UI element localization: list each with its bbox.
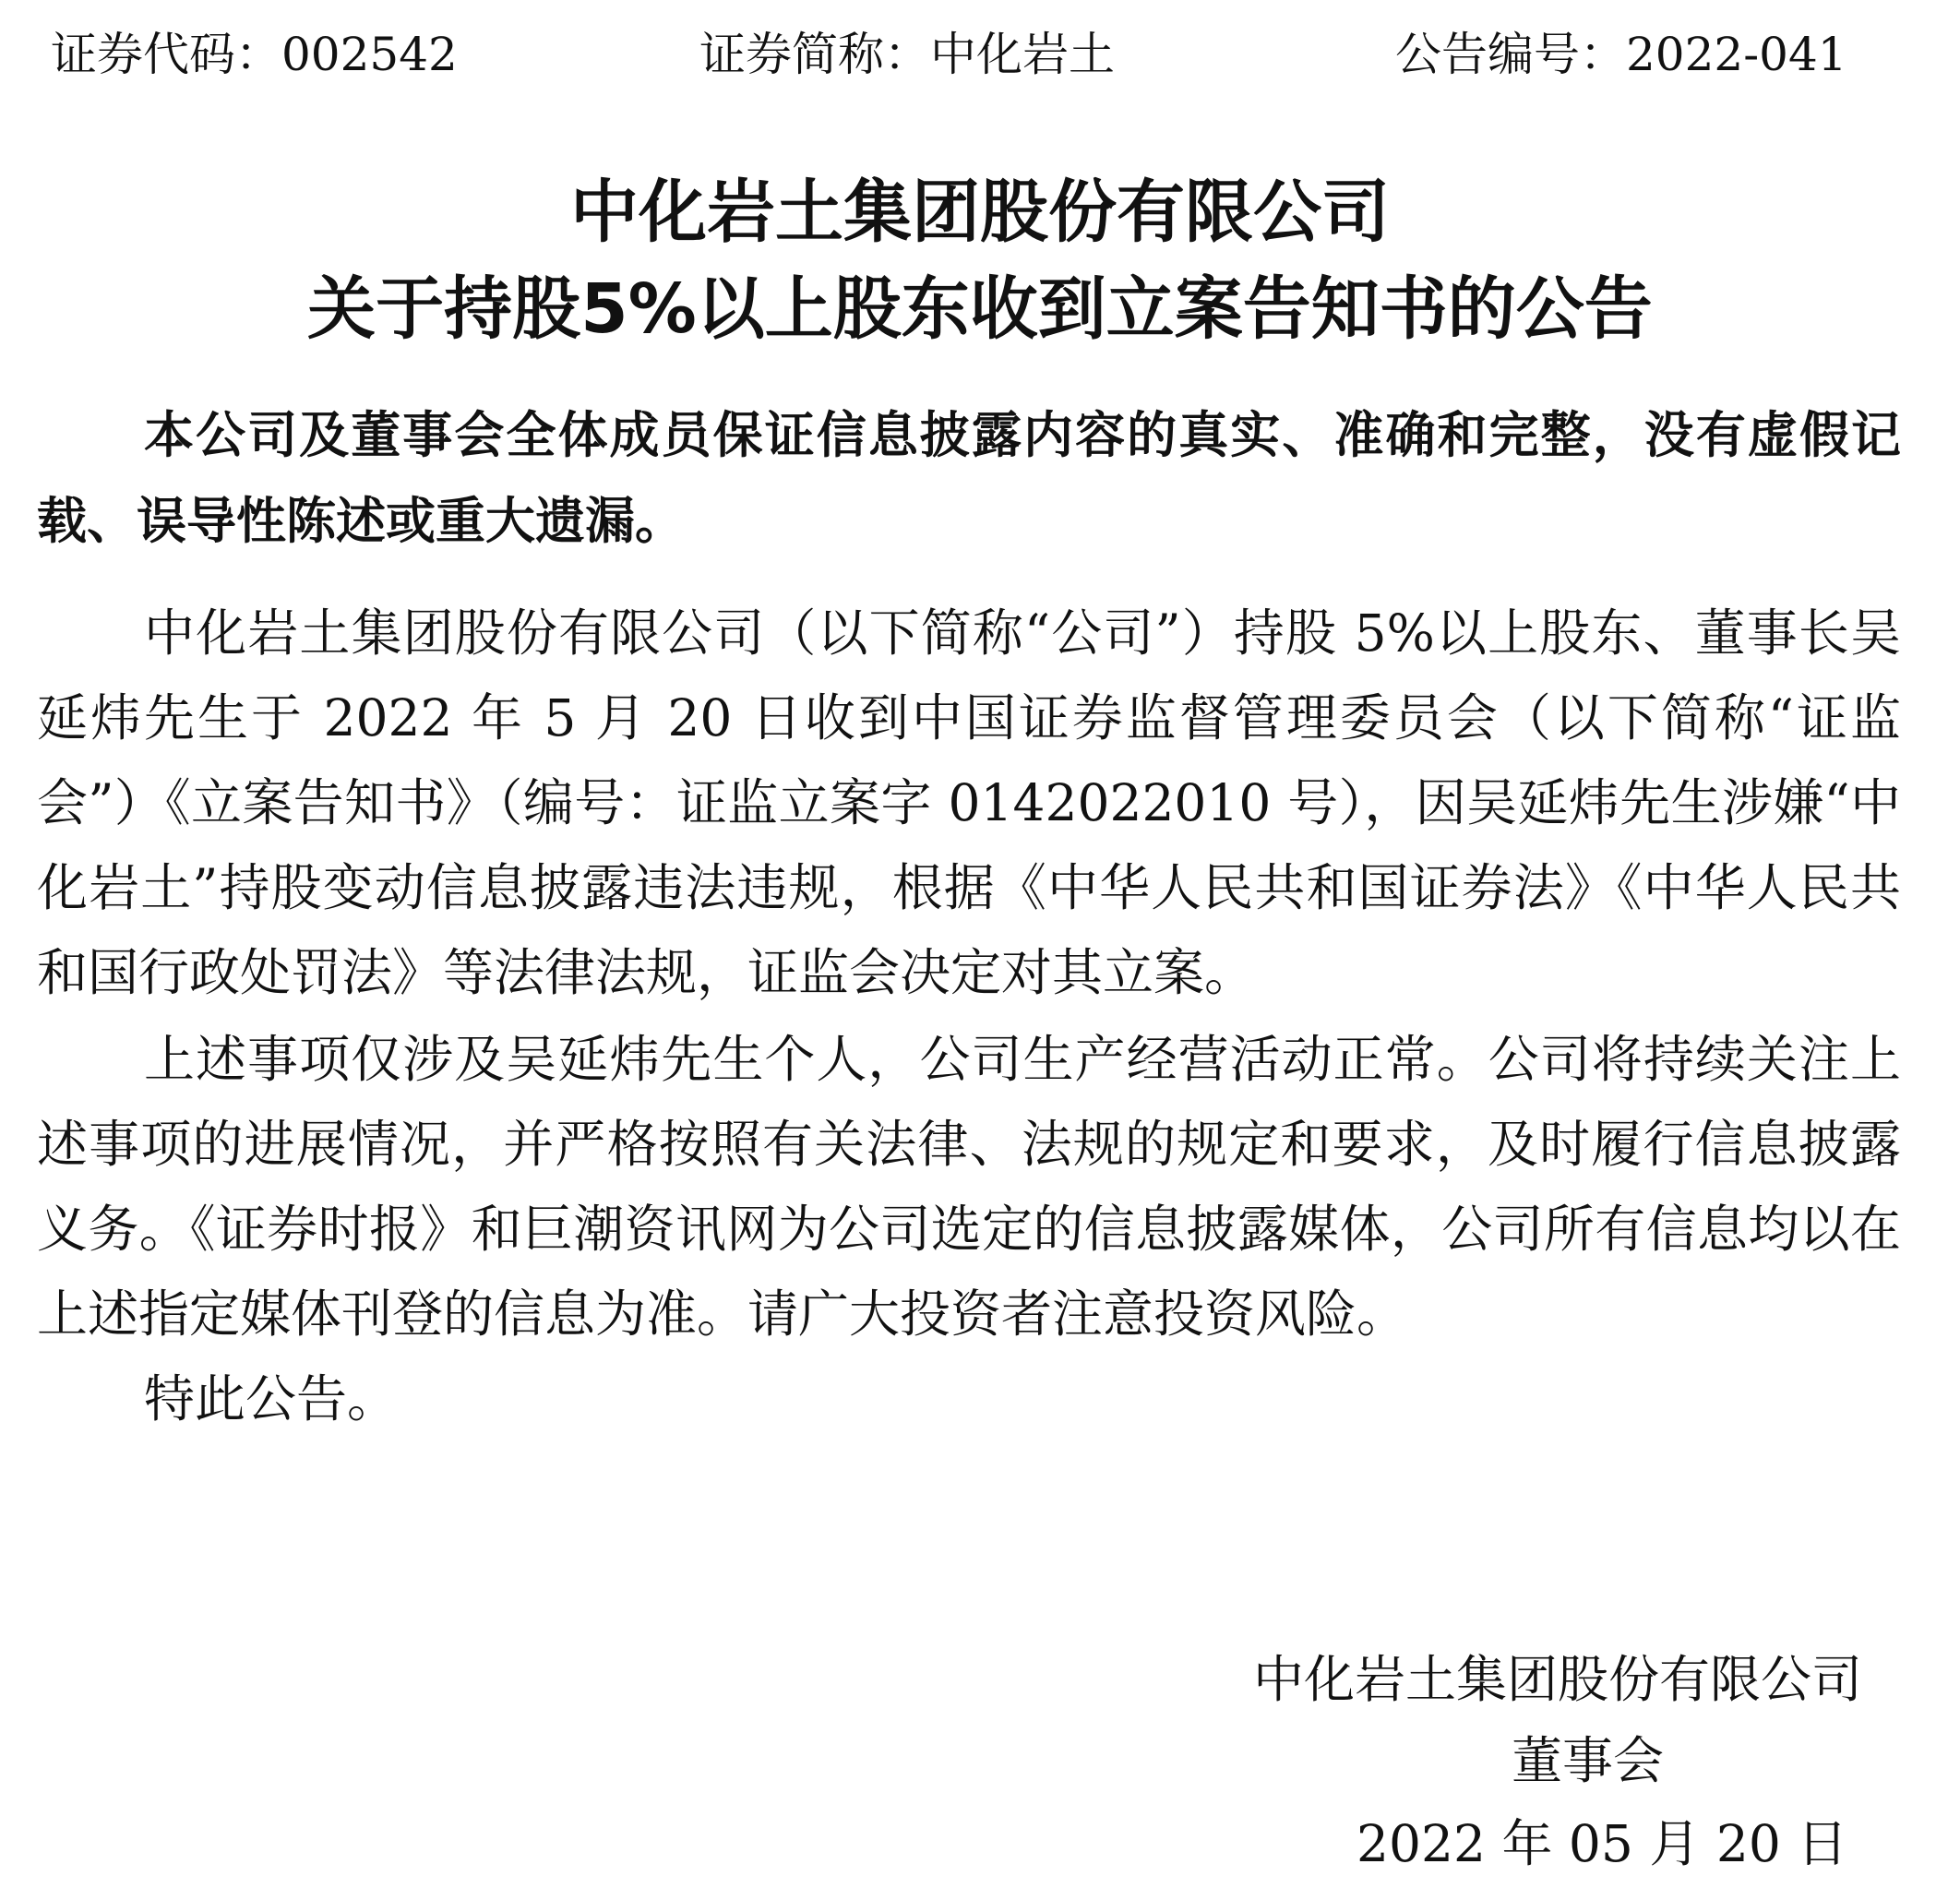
announcement-title: 关于持股5%以上股东收到立案告知书的公告 [307,269,1653,349]
signature-date: 2022 年 05 月 20 日 [1356,1814,1848,1873]
announcement-number: 公告编号：2022-041 [1395,28,1847,81]
body-paragraph-2: 上述事项仅涉及吴延炜先生个人，公司生产经营活动正常。公司将持续关注上述事项的进展情况，并严格按照有关法律、法规的规定和要求，及时履行信息披露义务。《证券时报》和巨潮资讯网为公司选定的信息披露媒体，公司所有信息均以在上述指定媒体刊登的信息为准。请广大投资者注意投资风险。 [37,1030,1901,1344]
board-statement: 本公司及董事会全体成员保证信息披露内容的真实、准确和完整，没有虚假记载、误导性陈述或重大遗漏。 [37,406,1901,550]
signature-board: 董事会 [1512,1731,1665,1790]
document-header [0,22,1960,87]
company-title: 中化岩土集团股份有限公司 [570,173,1390,252]
securities-code: 证券代码：002542 [51,28,458,81]
signature-company: 中化岩土集团股份有限公司 [1253,1650,1863,1709]
body-paragraph-closing: 特此公告。 [144,1369,399,1428]
securities-abbreviation: 证券简称：中化岩土 [699,28,1115,81]
body-paragraph-1: 中化岩土集团股份有限公司（以下简称“公司”）持股 5%以上股东、董事长吴延炜先生于 2022 年 5 月 20 日收到中国证券监督管理委员会（以下简称“证监会”）《立案告知书》（编号：证监立案字 0142022010 号），因吴延炜先生涉嫌“中化岩土”持股变动信息披露违法违规，根据《中华人民共和国证券法》《中华人民共和国行政处罚法》等法律法规，证监会决定对其立案。 [37,603,1901,1002]
